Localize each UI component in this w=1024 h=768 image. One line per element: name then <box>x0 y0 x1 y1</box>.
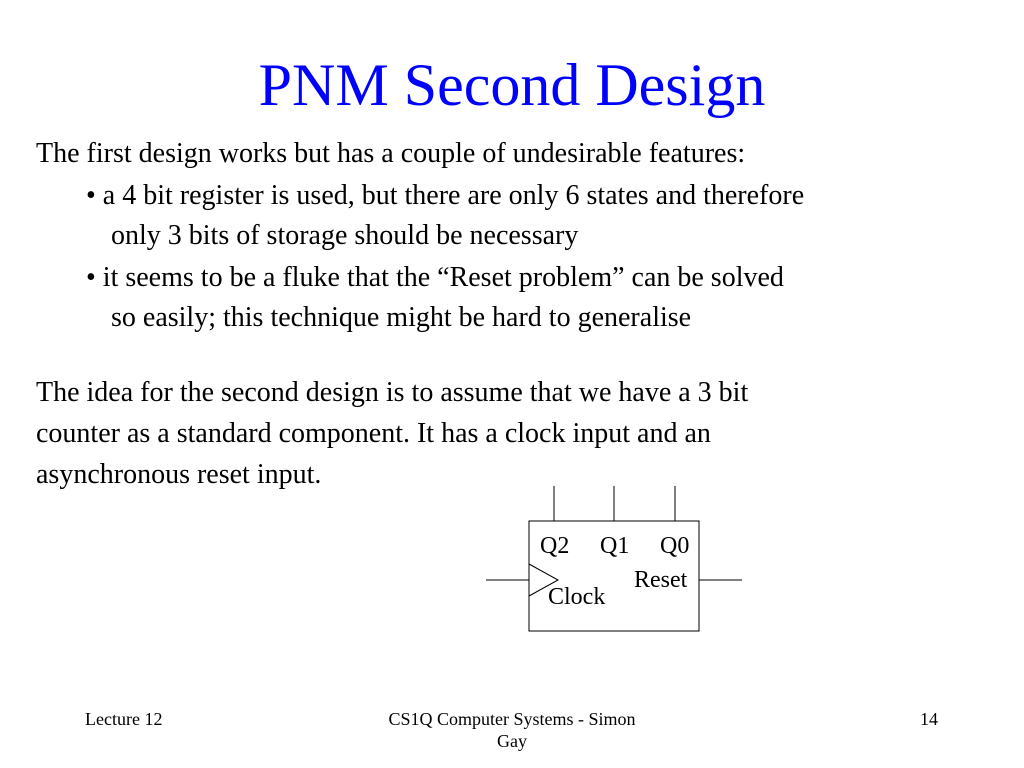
q0-label: Q0 <box>660 533 690 559</box>
q1-label: Q1 <box>600 533 630 559</box>
idea-line: asynchronous reset input. <box>36 459 322 490</box>
q2-label: Q2 <box>540 533 570 559</box>
clock-label: Clock <box>548 584 606 610</box>
reset-label: Reset <box>634 567 688 593</box>
footer-course <box>362 708 662 752</box>
bullet-line: • a 4 bit register is used, but there are only 6 states and therefore <box>86 180 805 211</box>
footer-page-number: 14 <box>920 709 938 729</box>
idea-line: counter as a standard component. It has a clock input and an <box>36 418 711 449</box>
footer-lecture: Lecture 12 <box>85 709 163 729</box>
slide-title: PNM Second Design <box>258 52 766 118</box>
footer-course-line: CS1Q Computer Systems - Simon <box>388 709 636 729</box>
footer-course-line: Gay <box>497 731 527 751</box>
bullet-line: • it seems to be a fluke that the “Reset problem” can be solved <box>86 262 784 293</box>
bullet-line: so easily; this technique might be hard to generalise <box>111 302 692 333</box>
idea-line: The idea for the second design is to assume that we have a 3 bit <box>36 377 749 408</box>
intro-paragraph: The first design works but has a couple of undesirable features: <box>36 138 746 169</box>
bullet-line: only 3 bits of storage should be necessary <box>111 220 579 251</box>
